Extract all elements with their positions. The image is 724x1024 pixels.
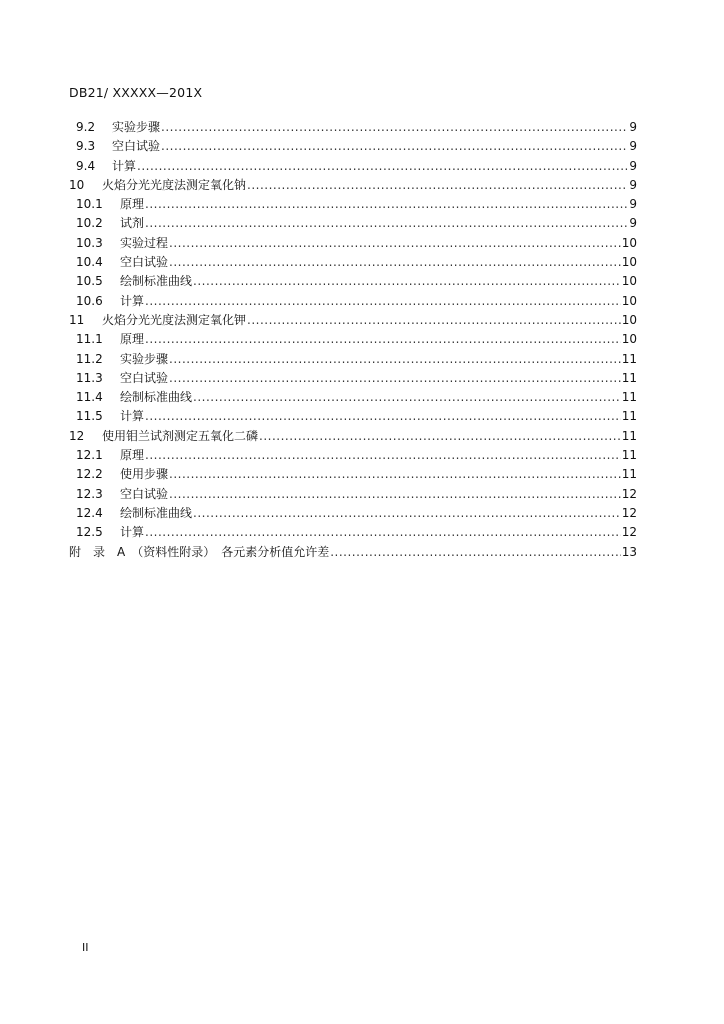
toc-entry-number: 10.5 (76, 274, 103, 289)
toc-entry-title: 空白试验 (120, 486, 169, 501)
toc-entry-title: 火焰分光光度法测定氧化钾 (102, 312, 247, 327)
toc-dot-leader (137, 159, 628, 173)
toc-section-entry[interactable] (69, 157, 637, 176)
toc-entry-page: 12 (621, 505, 637, 520)
toc-entry-page: 11 (621, 428, 637, 443)
toc-entry-title: 使用钼兰试剂测定五氧化二磷 (102, 428, 259, 443)
toc-entry-title: 使用步骤 (120, 467, 169, 482)
toc-dot-leader (169, 352, 621, 366)
toc-entry-number: 11 (69, 312, 85, 327)
toc-entry-page: 13 (621, 544, 637, 559)
toc-entry-number: 10.4 (76, 255, 103, 270)
toc-section-entry[interactable] (69, 214, 637, 233)
toc-dot-leader (169, 487, 621, 501)
toc-entry-title: 绘制标准曲线 (120, 390, 193, 405)
toc-dot-leader (193, 390, 621, 404)
toc-entry-number: 9.2 (76, 120, 96, 134)
toc-section-entry[interactable] (69, 234, 637, 253)
toc-entry-number: 12.3 (76, 486, 103, 501)
toc-entry-number: 12.2 (76, 467, 103, 482)
toc-entry-page: 12 (621, 525, 637, 540)
toc-entry-page: 9 (629, 216, 637, 231)
toc-entry-page: 9 (629, 120, 637, 134)
toc-entry-number: 12.4 (76, 505, 103, 520)
toc-dot-leader (145, 197, 628, 211)
toc-entry-page: 9 (629, 158, 637, 173)
toc-entry-number: 10 (69, 177, 85, 192)
toc-entry-title: 计算 (120, 525, 145, 540)
toc-section-entry[interactable] (69, 253, 637, 272)
toc-chapter-entry[interactable] (69, 311, 637, 330)
toc-section-entry[interactable] (69, 388, 637, 407)
toc-entry-title: 实验过程 (120, 235, 169, 250)
toc-dot-leader (247, 313, 621, 327)
toc-entry-title: 计算 (120, 293, 145, 308)
toc-appendix-entry[interactable] (69, 543, 637, 562)
toc-entry-page: 11 (621, 467, 637, 482)
toc-section-entry[interactable] (69, 523, 637, 542)
toc-section-entry[interactable] (69, 504, 637, 523)
toc-entry-page: 10 (621, 312, 637, 327)
toc-entry-title: 空白试验 (112, 139, 161, 154)
toc-entry-title: 试剂 (120, 216, 145, 231)
toc-entry-title: 绘制标准曲线 (120, 505, 193, 520)
toc-section-entry[interactable] (69, 465, 637, 484)
toc-entry-title: 实验步骤 (120, 351, 169, 366)
toc-entry-number: 12 (69, 428, 85, 443)
toc-entry-page: 10 (621, 274, 637, 289)
toc-section-entry[interactable] (69, 350, 637, 369)
toc-entry-title: 空白试验 (120, 370, 169, 385)
toc-entry-title: 原理 (120, 448, 145, 463)
toc-entry-title: 实验步骤 (112, 120, 161, 134)
toc-dot-leader (193, 274, 621, 288)
toc-dot-leader (161, 120, 628, 134)
toc-dot-leader (145, 448, 621, 462)
toc-entry-page: 9 (629, 197, 637, 212)
toc-entry-page: 11 (621, 351, 637, 366)
toc-entry-page: 11 (621, 409, 637, 424)
toc-section-entry[interactable] (69, 369, 637, 388)
toc-entry-title: 空白试验 (120, 255, 169, 270)
toc-entry-number: 11.1 (76, 332, 103, 347)
page-number: II (82, 941, 89, 954)
toc-entry-title: 计算 (120, 409, 145, 424)
toc-entry-page: 10 (621, 255, 637, 270)
toc-dot-leader (145, 525, 621, 539)
toc-entry-page: 11 (621, 370, 637, 385)
toc-section-entry[interactable] (69, 407, 637, 426)
toc-entry-number: 10.2 (76, 216, 103, 231)
toc-dot-leader (330, 545, 621, 559)
document-code-header: DB21/ XXXXX—201X (69, 85, 203, 100)
toc-entry-title: 绘制标准曲线 (120, 274, 193, 289)
toc-chapter-entry[interactable] (69, 176, 637, 195)
toc-entry-number: 11.2 (76, 351, 103, 366)
toc-section-entry[interactable] (69, 272, 637, 291)
toc-entry-number: 10.6 (76, 293, 103, 308)
toc-entry-title: 附 录 A （资料性附录） 各元素分析值允许差 (69, 544, 330, 559)
toc-dot-leader (247, 178, 628, 192)
toc-entry-page: 10 (621, 293, 637, 308)
toc-entry-number: 12.1 (76, 448, 103, 463)
toc-dot-leader (145, 332, 621, 346)
toc-entry-page: 11 (621, 390, 637, 405)
toc-dot-leader (145, 409, 621, 423)
table-of-contents (69, 118, 637, 562)
toc-section-entry[interactable] (69, 137, 637, 156)
toc-dot-leader (161, 139, 628, 153)
toc-entry-number: 10.1 (76, 197, 103, 212)
toc-dot-leader (193, 506, 621, 520)
toc-entry-page: 12 (621, 486, 637, 501)
toc-section-entry[interactable] (69, 292, 637, 311)
toc-entry-title: 原理 (120, 332, 145, 347)
toc-dot-leader (169, 371, 621, 385)
toc-entry-title: 原理 (120, 197, 145, 212)
toc-entry-page: 9 (629, 177, 637, 192)
toc-entry-number: 11.5 (76, 409, 103, 424)
toc-entry-number: 9.4 (76, 158, 96, 173)
toc-dot-leader (145, 216, 628, 230)
toc-dot-leader (169, 236, 621, 250)
toc-entry-number: 12.5 (76, 525, 103, 540)
toc-section-entry[interactable] (69, 118, 637, 137)
toc-section-entry[interactable] (69, 330, 637, 349)
toc-dot-leader (169, 255, 621, 269)
toc-dot-leader (145, 294, 621, 308)
toc-chapter-entry[interactable] (69, 427, 637, 446)
toc-entry-page: 10 (621, 332, 637, 347)
toc-dot-leader (169, 467, 621, 481)
toc-entry-number: 9.3 (76, 139, 96, 154)
toc-entry-page: 9 (629, 139, 637, 154)
toc-entry-number: 11.4 (76, 390, 103, 405)
toc-section-entry[interactable] (69, 195, 637, 214)
toc-section-entry[interactable] (69, 446, 637, 465)
toc-section-entry[interactable] (69, 485, 637, 504)
toc-entry-number: 11.3 (76, 370, 103, 385)
toc-dot-leader (259, 429, 621, 443)
toc-entry-title: 火焰分光光度法测定氧化钠 (102, 177, 247, 192)
toc-entry-page: 10 (621, 235, 637, 250)
toc-entry-number: 10.3 (76, 235, 103, 250)
toc-entry-page: 11 (621, 448, 637, 463)
toc-entry-title: 计算 (112, 158, 137, 173)
